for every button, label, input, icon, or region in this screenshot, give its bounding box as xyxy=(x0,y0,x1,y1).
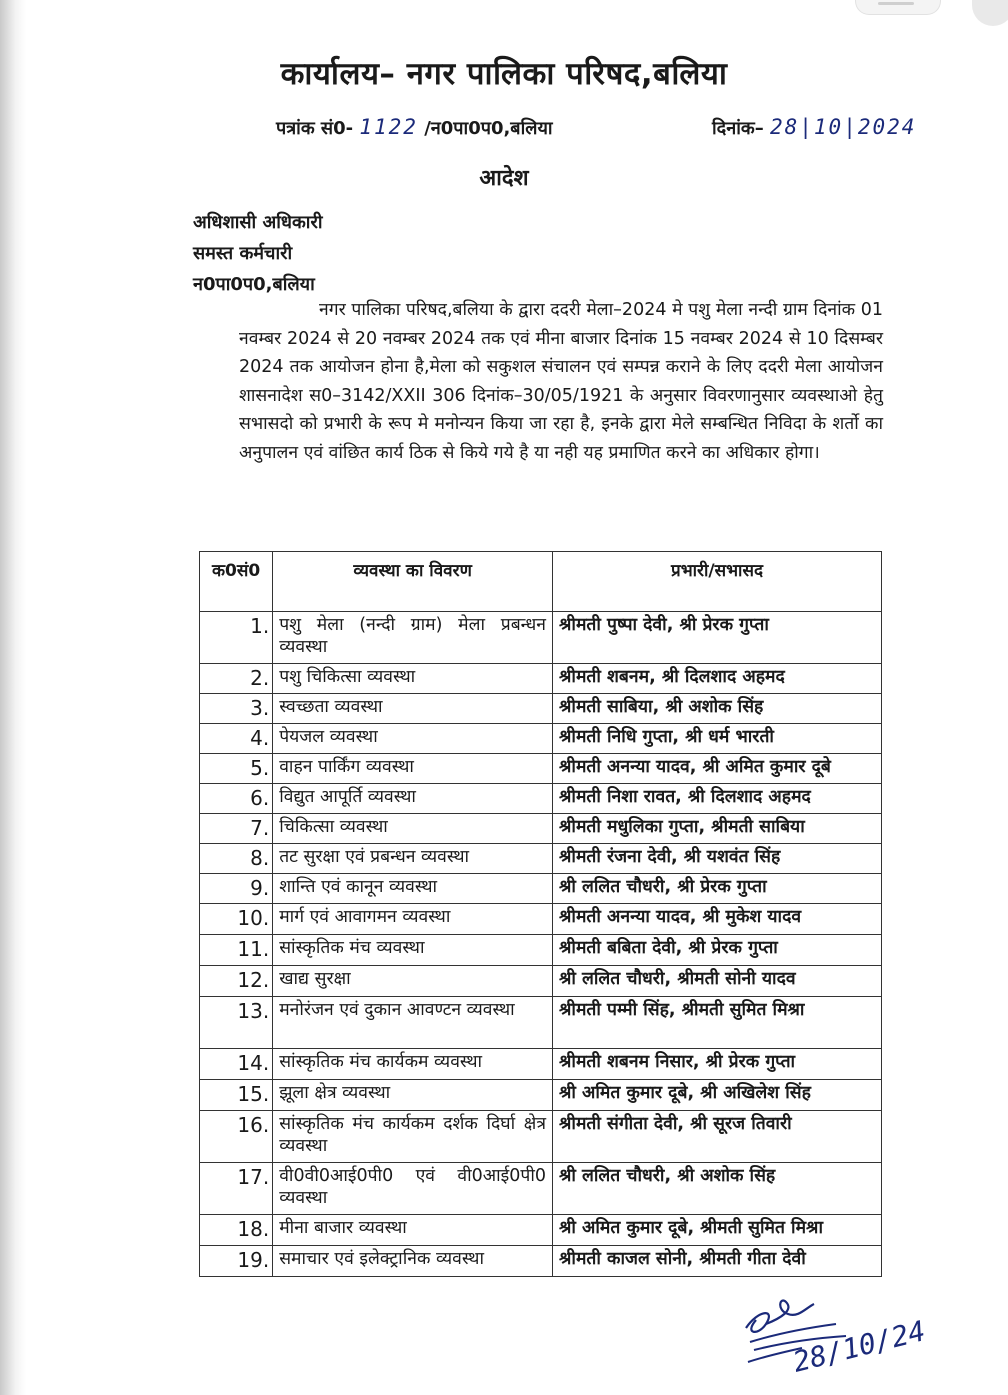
incharge-cell: श्रीमती संगीता देवी, श्री सूरज तिवारी xyxy=(553,1111,882,1163)
table-row xyxy=(200,724,882,754)
incharge-cell: श्रीमती निधि गुप्ता, श्री धर्म भारती xyxy=(553,724,882,754)
serial-cell: 8. xyxy=(200,844,273,874)
arrangement-cell: सांस्कृतिक मंच व्यवस्था xyxy=(273,935,553,966)
serial-cell: 19. xyxy=(200,1246,273,1277)
arrangement-cell: सांस्कृतिक मंच कार्यकम दर्शक दिर्घा क्षेत्र व्यवस्था xyxy=(273,1111,553,1163)
table-row xyxy=(200,612,882,664)
serial-cell: 16. xyxy=(200,1111,273,1163)
addressee-line: न0पा0प0,बलिया xyxy=(193,274,315,295)
arrangement-cell: विद्युत आपूर्ति व्यवस्था xyxy=(273,784,553,814)
signature-date: 28/10/24 xyxy=(789,1314,929,1379)
order-date xyxy=(712,115,916,140)
ref-number-handwritten: 1122 xyxy=(359,115,418,139)
arrangement-cell: खाद्य सुरक्षा xyxy=(273,966,553,997)
serial-cell: 11. xyxy=(200,935,273,966)
incharge-cell: श्री अमित कुमार दूबे, श्री अखिलेश सिंह xyxy=(553,1080,882,1111)
serial-cell: 1. xyxy=(200,612,273,664)
header-serial: क0सं0 xyxy=(200,552,273,612)
table-row xyxy=(200,904,882,935)
addressee-line: अधिशासी अधिकारी xyxy=(193,212,323,233)
table-row xyxy=(200,1080,882,1111)
arrangement-cell: पेयजल व्यवस्था xyxy=(273,724,553,754)
table-row xyxy=(200,844,882,874)
table-row xyxy=(200,1111,882,1163)
arrangement-cell: शान्ति एवं कानून व्यवस्था xyxy=(273,874,553,904)
order-body-text: नगर पालिका परिषद,बलिया के द्वारा ददरी मेला–2024 मे पशु मेला नन्दी ग्राम दिनांक 01 नवम्बर 2024 से 20 नवम्बर 2024 तक एवं मीना बाजार दिनांक 15 नवम्बर 2024 से 10 दिसम्बर 2024 तक आयोजन होना है,मेला को सकुशल संचालन एवं सम्पन्न कराने के लिए ददरी मेला आयोजन शासनादेश स0–3142/XXII 306 दिनांक–30/05/1921 के अनुसार विवरणानुसार व्यवस्थाओ हेतु सभासदो को प्रभारी के रूप मे मनोन्यन किया जा रहा है, इनके द्वारा मेले सम्बन्धित निविदा के शर्तो का अनुपालन एवं वांछित कार्य ठिक से किये गये है या नही यह प्रमाणित करने का अधिकार होगा। xyxy=(239,300,883,463)
incharge-cell: श्रीमती अनन्या यादव, श्री अमित कुमार दूबे xyxy=(553,754,882,784)
arrangement-cell: स्वच्छता व्यवस्था xyxy=(273,694,553,724)
serial-cell: 15. xyxy=(200,1080,273,1111)
table-row xyxy=(200,1215,882,1246)
tab-grip-icon xyxy=(878,2,914,5)
serial-cell: 6. xyxy=(200,784,273,814)
reference-number xyxy=(276,115,553,140)
arrangement-cell: मनोरंजन एवं दुकान आवण्टन व्यवस्था xyxy=(273,997,553,1049)
table-row xyxy=(200,664,882,694)
serial-cell: 4. xyxy=(200,724,273,754)
date-handwritten: 28|10|2024 xyxy=(769,115,917,139)
incharge-cell: श्रीमती रंजना देवी, श्री यशवंत सिंह xyxy=(553,844,882,874)
serial-cell: 5. xyxy=(200,754,273,784)
incharge-cell: श्रीमती मधुलिका गुप्ता, श्रीमती साबिया xyxy=(553,814,882,844)
serial-cell: 14. xyxy=(200,1049,273,1080)
header-arrangement: व्यवस्था का विवरण xyxy=(273,552,553,612)
incharge-cell: श्रीमती बबिता देवी, श्री प्रेरक गुप्ता xyxy=(553,935,882,966)
arrangement-cell: समाचार एवं इलेक्ट्रानिक व्यवस्था xyxy=(273,1246,553,1277)
incharge-cell: श्रीमती निशा रावत, श्री दिलशाद अहमद xyxy=(553,784,882,814)
incharge-cell: श्रीमती पुष्पा देवी, श्री प्रेरक गुप्ता xyxy=(553,612,882,664)
office-title: कार्यालय– नगर पालिका परिषद,बलिया xyxy=(280,56,728,92)
incharge-cell: श्री अमित कुमार दूबे, श्रीमती सुमित मिश्रा xyxy=(553,1215,882,1246)
incharge-cell: श्री ललित चौधरी, श्रीमती सोनी यादव xyxy=(553,966,882,997)
incharge-cell: श्रीमती काजल सोनी, श्रीमती गीता देवी xyxy=(553,1246,882,1277)
table-row xyxy=(200,935,882,966)
order-title: आदेश xyxy=(479,166,529,191)
table-row xyxy=(200,1246,882,1277)
page-edge-shadow xyxy=(0,0,26,1395)
table-row xyxy=(200,814,882,844)
serial-cell: 2. xyxy=(200,664,273,694)
arrangement-cell: मीना बाजार व्यवस्था xyxy=(273,1215,553,1246)
date-label: दिनांक– xyxy=(712,118,764,139)
incharge-cell: श्रीमती शबनम निसार, श्री प्रेरक गुप्ता xyxy=(553,1049,882,1080)
table-row xyxy=(200,997,882,1049)
viewer-tab-handle[interactable] xyxy=(855,0,941,15)
serial-cell: 3. xyxy=(200,694,273,724)
arrangement-cell: मार्ग एवं आवागमन व्यवस्था xyxy=(273,904,553,935)
header-incharge: प्रभारी/सभासद xyxy=(553,552,882,612)
table-row xyxy=(200,1049,882,1080)
table-row xyxy=(200,1163,882,1215)
arrangement-cell: चिकित्सा व्यवस्था xyxy=(273,814,553,844)
incharge-cell: श्री ललित चौधरी, श्री प्रेरक गुप्ता xyxy=(553,874,882,904)
arrangement-cell: तट सुरक्षा एवं प्रबन्धन व्यवस्था xyxy=(273,844,553,874)
arrangement-cell: वी0वी0आई0पी0 एवं वी0आई0पी0 व्यवस्था xyxy=(273,1163,553,1215)
duty-assignment-table xyxy=(199,551,882,1277)
addressee-block xyxy=(193,207,322,300)
addressee-line: समस्त कर्मचारी xyxy=(193,243,293,264)
table-row xyxy=(200,784,882,814)
ref-label: पत्रांक सं0- xyxy=(276,118,354,139)
table-row xyxy=(200,966,882,997)
viewer-corner-button[interactable] xyxy=(972,0,1008,26)
arrangement-cell: झूला क्षेत्र व्यवस्था xyxy=(273,1080,553,1111)
serial-cell: 13. xyxy=(200,997,273,1049)
ref-suffix: /न0पा0प0,बलिया xyxy=(424,118,553,139)
incharge-cell: श्रीमती शबनम, श्री दिलशाद अहमद xyxy=(553,664,882,694)
table-row xyxy=(200,874,882,904)
serial-cell: 17. xyxy=(200,1163,273,1215)
arrangement-cell: सांस्कृतिक मंच कार्यकम व्यवस्था xyxy=(273,1049,553,1080)
incharge-cell: श्रीमती साबिया, श्री अशोक सिंह xyxy=(553,694,882,724)
serial-cell: 10. xyxy=(200,904,273,935)
arrangement-cell: पशु मेला (नन्दी ग्राम) मेला प्रबन्धन व्यवस्था xyxy=(273,612,553,664)
handwritten-signature xyxy=(736,1290,936,1385)
arrangement-cell: पशु चिकित्सा व्यवस्था xyxy=(273,664,553,694)
incharge-cell: श्रीमती पम्मी सिंह, श्रीमती सुमित मिश्रा xyxy=(553,997,882,1049)
table-row xyxy=(200,694,882,724)
arrangement-cell: वाहन पार्किंग व्यवस्था xyxy=(273,754,553,784)
incharge-cell: श्री ललित चौधरी, श्री अशोक सिंह xyxy=(553,1163,882,1215)
serial-cell: 18. xyxy=(200,1215,273,1246)
serial-cell: 9. xyxy=(200,874,273,904)
serial-cell: 7. xyxy=(200,814,273,844)
table-header-row xyxy=(200,552,882,612)
serial-cell: 12. xyxy=(200,966,273,997)
table-row xyxy=(200,754,882,784)
incharge-cell: श्रीमती अनन्या यादव, श्री मुकेश यादव xyxy=(553,904,882,935)
